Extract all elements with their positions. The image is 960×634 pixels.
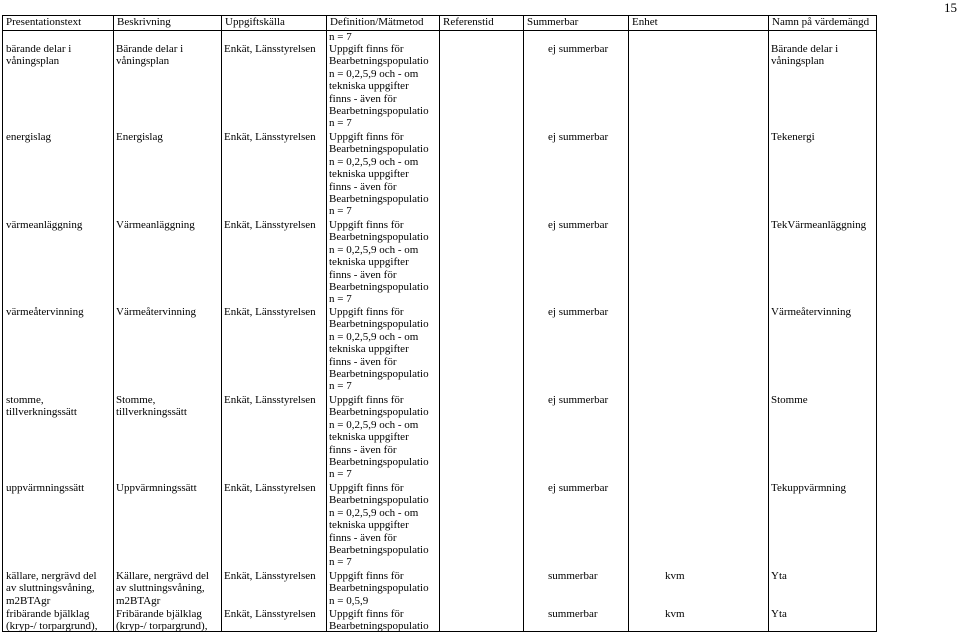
definition-cell-line: tekniska uppgifter [329, 80, 409, 93]
definition-cell [329, 482, 429, 569]
definition-cell-line: Bearbetningspopulatio [329, 456, 429, 469]
definition-cell-line: Bearbetningspopulatio [329, 406, 429, 419]
namn-cell-line: Yta [771, 570, 787, 582]
presentationstext-cell [6, 219, 82, 231]
definition-cell-line: Bearbetningspopulatio [329, 494, 429, 507]
continued-fragment: n = 7 [329, 31, 352, 43]
summerbar-cell: ej summerbar [548, 482, 609, 494]
presentationstext-cell-line: bärande delar i [6, 43, 72, 55]
beskrivning-cell-line: Uppvärmningssätt [116, 482, 197, 494]
summerbar-cell: ej summerbar [548, 219, 609, 231]
column-divider [113, 30, 114, 631]
presentationstext-cell [6, 394, 77, 419]
definition-cell-line: Bearbetningspopulatio [329, 368, 429, 381]
column-divider [523, 30, 524, 631]
definition-cell-line: finns - även för [329, 180, 397, 193]
presentationstext-cell [6, 482, 84, 494]
beskrivning-cell-line: Källare, nergrävd del [116, 570, 209, 582]
presentationstext-cell-line: värmeanläggning [6, 219, 83, 231]
definition-cell-line: Bearbetningspopulatio [329, 620, 429, 633]
namn-cell-line: Tekenergi [771, 131, 815, 143]
uppgiftskalla-cell: Enkät, Länsstyrelsen [224, 482, 316, 494]
uppgiftskalla-cell: Enkät, Länsstyrelsen [224, 306, 316, 318]
attribute-table [2, 15, 877, 632]
definition-cell-line: Uppgift finns för [329, 306, 404, 318]
table-header [3, 16, 876, 31]
namn-cell-line: Yta [771, 608, 787, 620]
summerbar-cell: summerbar [548, 570, 598, 582]
namn-cell [771, 219, 866, 231]
beskrivning-cell [116, 394, 187, 419]
definition-cell-line: Bearbetningspopulatio [329, 318, 429, 331]
definition-cell-line: Bearbetningspopulatio [329, 143, 429, 156]
column-header-definition: Definition/Mätmetod [326, 16, 439, 30]
definition-cell-line: n = 7 [329, 205, 352, 218]
uppgiftskalla-cell: Enkät, Länsstyrelsen [224, 394, 316, 406]
beskrivning-cell-line: Bärande delar i [116, 43, 184, 55]
definition-cell [329, 394, 429, 481]
beskrivning-cell-line: Energislag [116, 131, 163, 143]
uppgiftskalla-cell: Enkät, Länsstyrelsen [224, 219, 316, 231]
column-divider [326, 30, 327, 631]
definition-cell-line: n = 7 [329, 293, 352, 306]
uppgiftskalla-cell: Enkät, Länsstyrelsen [224, 570, 316, 582]
definition-cell-line: Bearbetningspopulatio [329, 55, 429, 68]
column-header-summerbar: Summerbar [523, 16, 628, 30]
namn-cell-line: Bärande delar i [771, 43, 839, 55]
presentationstext-cell-line: tillverkningssätt [6, 406, 77, 419]
presentationstext-cell-line: av sluttningsvåning, [6, 582, 95, 595]
definition-cell-line: n = 0,5,9 [329, 594, 369, 607]
uppgiftskalla-cell: Enkät, Länsstyrelsen [224, 131, 316, 143]
namn-cell [771, 570, 787, 582]
beskrivning-cell-line: tillverkningssätt [116, 406, 187, 419]
column-header-presentationstext: Presentationstext [6, 16, 82, 28]
presentationstext-cell-line: fribärande bjälklag [6, 608, 90, 620]
presentationstext-cell [6, 570, 97, 607]
presentationstext-cell-line: energislag [6, 131, 52, 143]
presentationstext-cell [6, 43, 71, 68]
namn-cell-line: TekVärmeanläggning [771, 219, 867, 231]
beskrivning-cell-line: Stomme, [116, 394, 156, 406]
definition-cell-line: finns - även för [329, 92, 397, 105]
definition-cell-line: Bearbetningspopulatio [329, 582, 429, 595]
column-header-beskrivning: Beskrivning [113, 16, 221, 30]
definition-cell-line: n = 0,2,5,9 och - om [329, 155, 419, 168]
definition-cell-line: tekniska uppgifter [329, 168, 409, 181]
beskrivning-cell [116, 570, 209, 607]
definition-cell-line: Uppgift finns för [329, 219, 404, 231]
definition-cell-line: n = 0,2,5,9 och - om [329, 506, 419, 519]
definition-cell-line: Bearbetningspopulatio [329, 544, 429, 557]
summerbar-cell: ej summerbar [548, 131, 609, 143]
namn-cell-line: Tekuppvärmning [771, 482, 846, 494]
summerbar-cell: ej summerbar [548, 394, 609, 406]
definition-cell-line: tekniska uppgifter [329, 431, 409, 444]
definition-cell-line: Uppgift finns för [329, 43, 404, 55]
presentationstext-cell-line: stomme, [6, 394, 44, 406]
summerbar-cell: ej summerbar [548, 306, 609, 318]
beskrivning-cell-line: (kryp-/ torpargrund), [116, 620, 208, 633]
namn-cell-line: Stomme [771, 394, 808, 406]
beskrivning-cell-line: Värmeåtervinning [116, 306, 197, 318]
enhet-cell: kvm [665, 570, 685, 582]
definition-cell-line: n = 0,2,5,9 och - om [329, 243, 419, 256]
definition-cell-line: Bearbetningspopulatio [329, 231, 429, 244]
definition-cell [329, 43, 429, 130]
beskrivning-cell [116, 219, 195, 231]
namn-cell [771, 482, 846, 494]
definition-cell [329, 570, 429, 607]
definition-cell-line: Uppgift finns för [329, 394, 404, 406]
beskrivning-cell [116, 131, 163, 143]
definition-cell-line: finns - även för [329, 268, 397, 281]
presentationstext-cell-line: uppvärmningssätt [6, 482, 85, 494]
definition-cell-line: tekniska uppgifter [329, 256, 409, 269]
column-header-referenstid: Referenstid [439, 16, 523, 30]
page-number: 15 [944, 0, 957, 15]
column-header-enhet: Enhet [628, 16, 768, 30]
definition-cell-line: n = 7 [329, 380, 352, 393]
definition-cell [329, 219, 429, 306]
definition-cell-line: n = 7 [329, 468, 352, 481]
beskrivning-cell-line: m2BTAgr [116, 594, 161, 607]
definition-cell [329, 131, 429, 218]
definition-cell-line: n = 0,2,5,9 och - om [329, 418, 419, 431]
beskrivning-cell-line: Värmeanläggning [116, 219, 195, 231]
presentationstext-cell-line: källare, nergrävd del [6, 570, 97, 582]
definition-cell-line: Uppgift finns för [329, 131, 404, 143]
column-divider [768, 30, 769, 631]
definition-cell-line: tekniska uppgifter [329, 519, 409, 532]
definition-cell-line: n = 7 [329, 117, 352, 130]
definition-cell-line: n = 0,2,5,9 och - om [329, 67, 419, 80]
summerbar-cell: ej summerbar [548, 43, 609, 55]
presentationstext-cell [6, 131, 51, 143]
definition-cell-line: Bearbetningspopulatio [329, 193, 429, 206]
column-header-namn-pa-vardemangd: Namn på värdemängd [768, 16, 876, 30]
definition-cell-line: Bearbetningspopulatio [329, 281, 429, 294]
beskrivning-cell [116, 43, 183, 68]
uppgiftskalla-cell: Enkät, Länsstyrelsen [224, 608, 316, 620]
presentationstext-cell-line: värmeåtervinning [6, 306, 84, 318]
definition-cell-line: n = 7 [329, 556, 352, 569]
column-divider [221, 30, 222, 631]
namn-cell [771, 131, 815, 143]
beskrivning-cell-line: Fribärande bjälklag [116, 608, 202, 620]
namn-cell [771, 608, 787, 620]
beskrivning-cell-line: av sluttningsvåning, [116, 582, 205, 595]
definition-cell [329, 306, 429, 393]
enhet-cell: kvm [665, 608, 685, 620]
beskrivning-cell-line: våningsplan [116, 55, 170, 68]
namn-cell-line: Värmeåtervinning [771, 306, 852, 318]
definition-cell-line: finns - även för [329, 443, 397, 456]
column-header-uppgiftskalla: Uppgiftskälla [221, 16, 326, 30]
presentationstext-cell-line: våningsplan [6, 55, 60, 68]
presentationstext-cell [6, 306, 84, 318]
definition-cell-line: Uppgift finns för [329, 570, 404, 582]
definition-cell [329, 608, 429, 633]
presentationstext-cell-line: m2BTAgr [6, 594, 51, 607]
presentationstext-cell-line: (kryp-/ torpargrund), [6, 620, 98, 633]
namn-cell-line: våningsplan [771, 55, 825, 68]
definition-cell-line: Uppgift finns för [329, 608, 404, 620]
column-divider [439, 30, 440, 631]
definition-cell-line: tekniska uppgifter [329, 343, 409, 356]
beskrivning-cell [116, 306, 196, 318]
summerbar-cell: summerbar [548, 608, 598, 620]
definition-cell-line: finns - även för [329, 355, 397, 368]
namn-cell [771, 394, 808, 406]
namn-cell [771, 306, 851, 318]
uppgiftskalla-cell: Enkät, Länsstyrelsen [224, 43, 316, 55]
definition-cell-line: Uppgift finns för [329, 482, 404, 494]
definition-cell-line: n = 0,2,5,9 och - om [329, 330, 419, 343]
beskrivning-cell [116, 482, 197, 494]
namn-cell [771, 43, 838, 68]
presentationstext-cell [6, 608, 97, 633]
definition-cell-line: Bearbetningspopulatio [329, 105, 429, 118]
beskrivning-cell [116, 608, 207, 633]
definition-cell-line: finns - även för [329, 531, 397, 544]
column-divider [628, 30, 629, 631]
